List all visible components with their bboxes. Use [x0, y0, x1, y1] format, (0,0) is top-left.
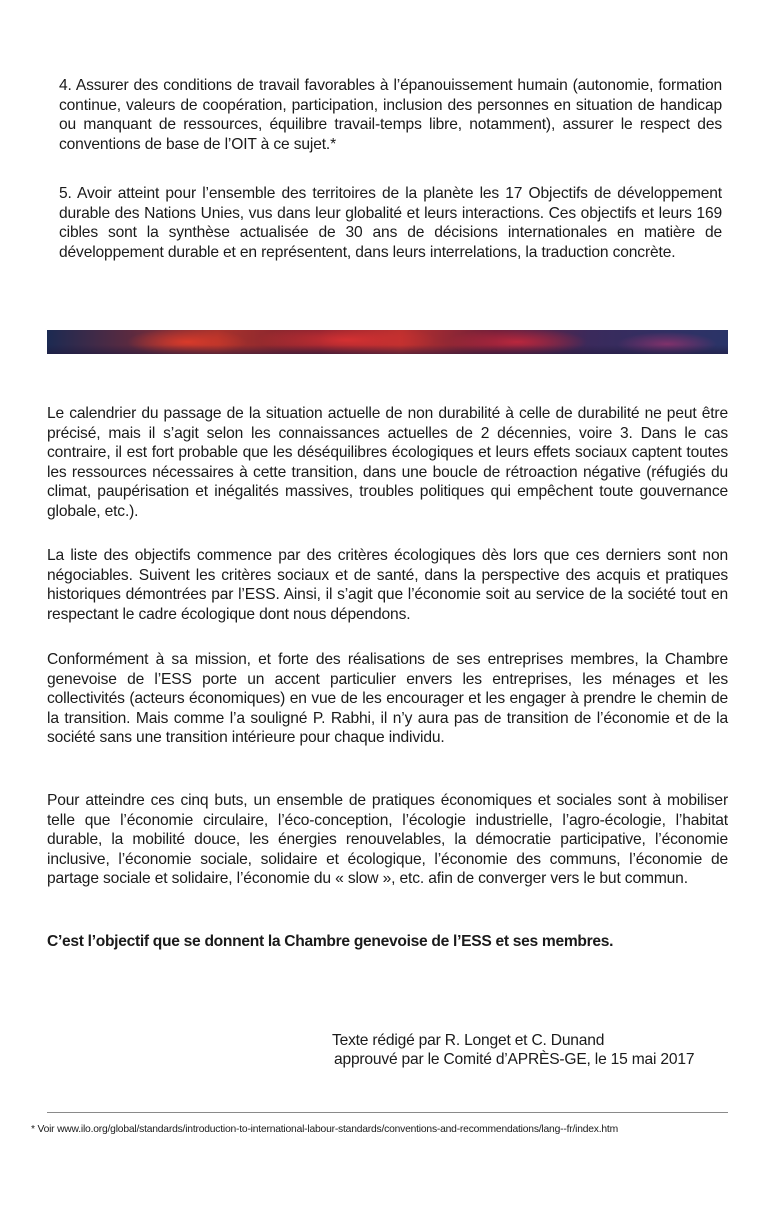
- footnote-divider: [47, 1112, 728, 1113]
- mission-paragraph: Conformément à sa mission, et forte des réalisations de ses entreprises membres, la Chambre genevoise de l’ESS porte un accent particulier envers les entreprises, les ménages et les collectivités (acteurs économiques) en vue de les encourager et les engager à prendre le chemin de la transition. Mais comme l’a souligné P. Rabhi, il n’y aura pas de transition de l’économie et de la société sans une transition intérieure pour chaque individu.: [47, 651, 728, 746]
- objective-4-paragraph: 4. Assurer des conditions de travail favorables à l’épanouissement humain (autonomie, formation continue, valeurs de coopération, participation, inclusion des personnes en situation de handicap ou manquant de ressources, équilibre travail-temps libre, notamment), assurer le respect des conventions de base de l’OIT à ce sujet.*: [59, 77, 722, 153]
- objective-5-paragraph: 5. Avoir atteint pour l’ensemble des territoires de la planète les 17 Objectifs de développement durable des Nations Unies, vus dans leur globalité et leurs interactions. Ces objectifs et leurs 169 cibles sont la synthèse actualisée de 30 ans de décisions internationales en matière de développement durable et en représentent, dans leurs interrelations, la traduction concrète.: [59, 185, 722, 261]
- objectives-list-paragraph: La liste des objectifs commence par des critères écologiques dès lors que ces derniers sont non négociables. Suivent les critères sociaux et de santé, dans la perspective des acquis et pratiques historiques démontrées par l’ESS. Ainsi, il s’agit que l’économie soit au service de la société tout en respectant le cadre écologique dont nous dépendons.: [47, 547, 728, 623]
- footnote-link-text: * Voir www.ilo.org/global/standards/introduction-to-international-labour-standards/conventions-and-recommendations/lang--fr/index.htm: [31, 1124, 618, 1135]
- decorative-banner-image: [47, 330, 728, 354]
- signature-approval: approuvé par le Comité d’APRÈS-GE, le 15 mai 2017: [334, 1051, 695, 1068]
- signature-authors: Texte rédigé par R. Longet et C. Dunand: [332, 1032, 605, 1049]
- conclusion-statement: C’est l’objectif que se donnent la Chambre genevoise de l’ESS et ses membres.: [47, 933, 614, 950]
- calendar-paragraph: Le calendrier du passage de la situation actuelle de non durabilité à celle de durabilité ne peut être précisé, mais il s’agit selon les connaissances actuelles de 2 décennies, voire 3. Dans le cas contraire, il est fort probable que les déséquilibres écologiques et leurs effets sociaux captent toutes les ressources nécessaires à cette transition, dans une boucle de rétroaction négative (réfugiés du climat, paupérisation et inégalités massives, troubles politiques qui empêchent toute gouvernance globale, etc.).: [47, 405, 728, 520]
- practices-paragraph: Pour atteindre ces cinq buts, un ensemble de pratiques économiques et sociales sont à mobiliser telle que l’économie circulaire, l’éco-conception, l’écologie industrielle, l’agro-écologie, l’habitat durable, la mobilité douce, les énergies renouvelables, la démocratie participative, l’économie inclusive, l’économie sociale, solidaire et écologique, l’économie des communs, l’économie de partage sociale et solidaire, l’économie du « slow », etc. afin de converger vers le but commun.: [47, 792, 728, 887]
